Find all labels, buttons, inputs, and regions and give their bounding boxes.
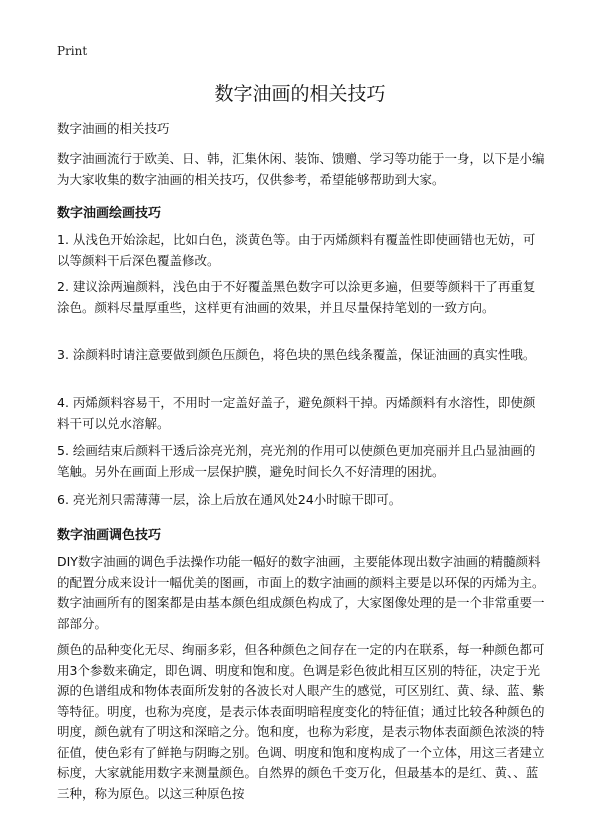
print-link[interactable]: Print: [57, 44, 88, 58]
page-title: 数字油画的相关技巧: [214, 83, 386, 105]
list-item: 3. 涂颜料时请注意要做到颜色压颜色，将色块的黑色线条覆盖，保证油画的真实性哦。: [57, 347, 536, 362]
intro-paragraph: 数字油画流行于欧美、日、韩，汇集休闲、装饰、馈赠、学习等功能于一身，以下是小编为大家收集的数字油画的相关技巧，仅供参考，希望能够帮助到大家。: [57, 151, 545, 187]
body-paragraph: DIY数字油画的调色手法操作功能一幅好的数字油画，主要能体现出数字油画的精髓颜料的配置分成来设计一幅优美的图画，市面上的数字油画的颜料主要是以环保的丙烯为主。数字油画所有的图案都是由基本颜色组成颜色构成了，大家图像处理的是一个非常重要一部部分。: [57, 554, 545, 631]
list-item: 5. 绘画结束后颜料干透后涂亮光剂，亮光剂的作用可以使颜色更加亮丽并且凸显油画的笔触。另外在画面上形成一层保护膜，避免时间长久不好清理的困扰。: [57, 443, 536, 479]
list-item: 4. 丙烯颜料容易干，不用时一定盖好盖子，避免颜料干掉。丙烯颜料有水溶性，即使颜料干可以兑水溶解。: [57, 395, 536, 431]
list-item: 1. 从浅色开始涂起，比如白色，淡黄色等。由于丙烯颜料有覆盖性即使画错也无妨，可以等颜料干后深色覆盖修改。: [57, 232, 536, 268]
body-paragraph: 颜色的品种变化无尽、绚丽多彩，但各种颜色之间存在一定的内在联系，每一种颜色都可用3个参数来确定，即色调、明度和饱和度。色调是彩色彼此相互区别的特征，决定于光源的色谱组成和物体表面所发射的各波长对人眼产生的感觉，可区别红、黄、绿、蓝、紫等特征。明度，也称为亮度，是表示体表面明暗程度变化的特征值；通过比较各种颜色的明度，颜色就有了明这和深暗之分。饱和度，也称为彩度，是表示物体表面颜色浓淡的特征值，使色彩有了鲜艳与阴晦之别。色调、明度和饱和度构成了一个立体，用这三者建立标度，大家就能用数字来测量颜色。自然界的颜色千变万化，但最基本的是红、黄、、蓝三种，称为原色。以这三种原色按: [57, 642, 545, 801]
section-heading-color-tips: 数字油画调色技巧: [57, 528, 162, 543]
document-subtitle: 数字油画的相关技巧: [57, 121, 170, 136]
list-item: 2. 建议涂两遍颜料，浅色由于不好覆盖黑色数字可以涂更多遍，但要等颜料干了再重复涂色。颜料尽量厚重些，这样更有油画的效果，并且尽量保持笔划的一致方向。: [57, 279, 536, 315]
section-heading-painting-tips: 数字油画绘画技巧: [57, 206, 162, 221]
list-item: 6. 亮光剂只需薄薄一层，涂上后放在通风处24小时晾干即可。: [57, 492, 402, 507]
